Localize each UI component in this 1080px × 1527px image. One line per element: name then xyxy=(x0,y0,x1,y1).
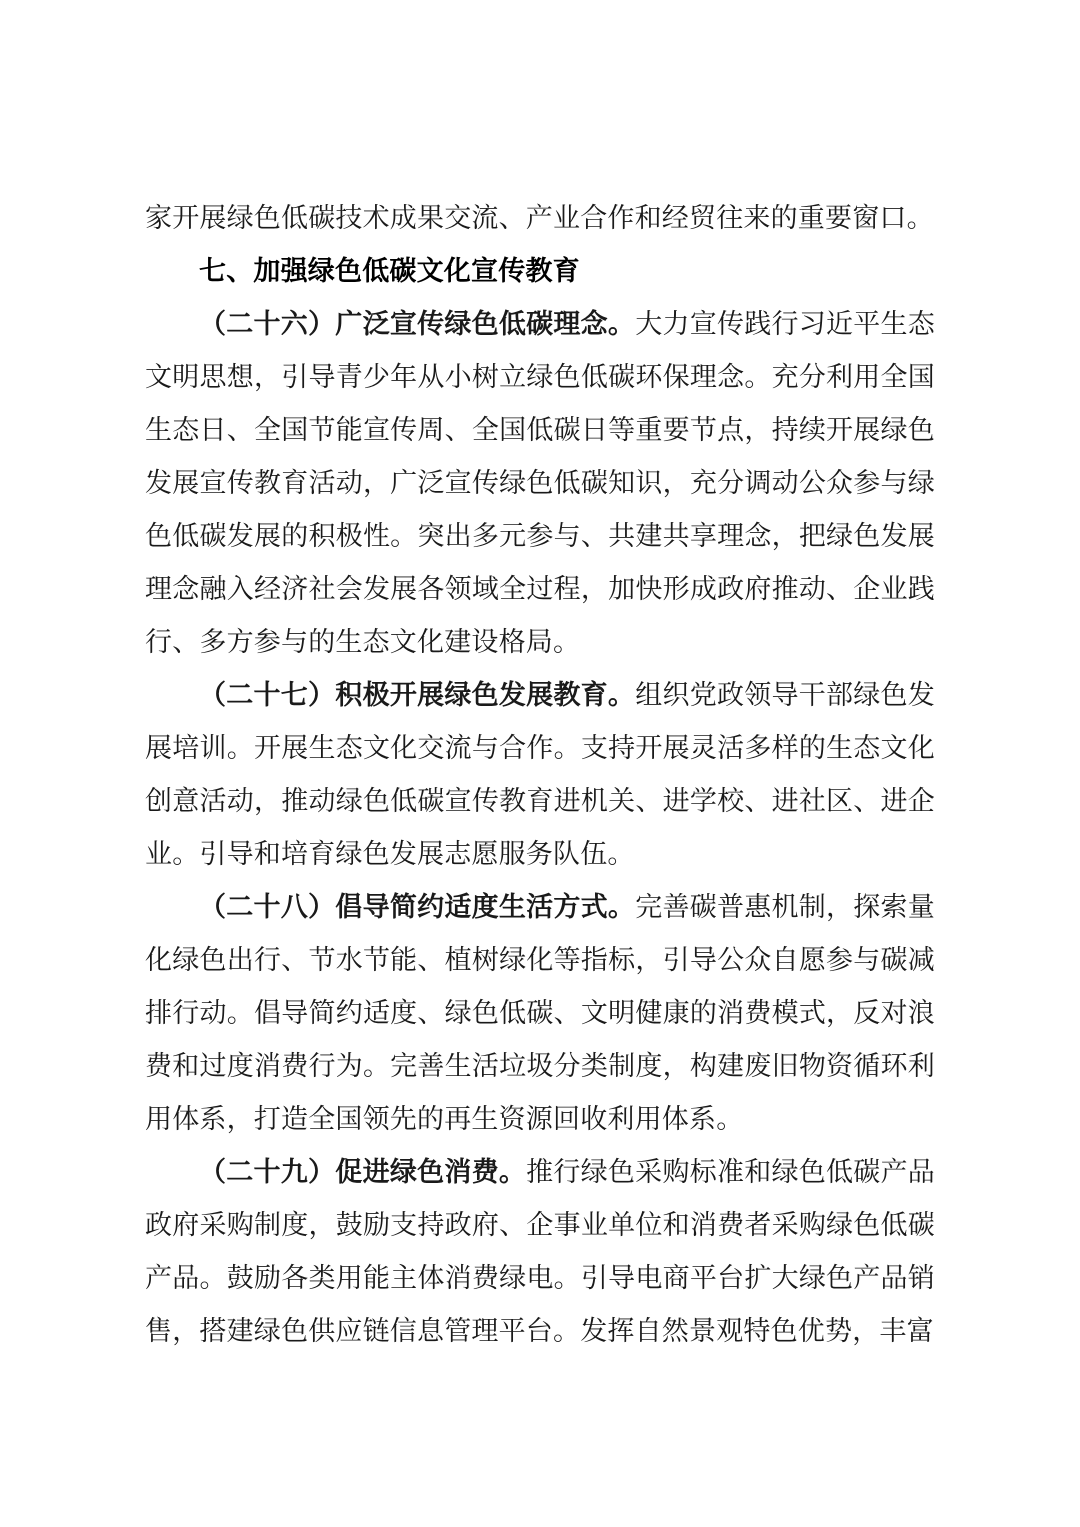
paragraph-lead-text: （二十八）倡导简约适度生活方式。 xyxy=(199,892,636,922)
paragraph xyxy=(145,881,935,1146)
paragraph-body-text: 完善碳普惠机制，探索量化绿色出行、节水节能、植树绿化等指标，引导公众自愿参与碳减排行动。倡导简约适度、绿色低碳、文明健康的消费模式，反对浪费和过度消费行为。完善生活垃圾分类制度，构建废旧物资循环利用体系，打造全国领先的再生资源回收利用体系。 xyxy=(145,892,935,1134)
paragraph xyxy=(145,298,935,669)
document-text-block xyxy=(145,192,935,1358)
paragraph xyxy=(145,192,935,245)
paragraph-body-text: 推行绿色采购标准和绿色低碳产品政府采购制度，鼓励支持政府、企事业单位和消费者采购绿色低碳产品。鼓励各类用能主体消费绿电。引导电商平台扩大绿色产品销售，搭建绿色供应链信息管理平台。发挥自然景观特色优势，丰富 xyxy=(145,1157,935,1346)
paragraph xyxy=(145,1146,935,1358)
paragraph-lead-text: （二十六）广泛宣传绿色低碳理念。 xyxy=(199,309,636,339)
paragraph-lead-text: （二十九）促进绿色消费。 xyxy=(199,1157,527,1187)
section-heading-text: 七、加强绿色低碳文化宣传教育 xyxy=(199,256,580,286)
paragraph-body-text: 组织党政领导干部绿色发展培训。开展生态文化交流与合作。支持开展灵活多样的生态文化创意活动，推动绿色低碳宣传教育进机关、进学校、进社区、进企业。引导和培育绿色发展志愿服务队伍。 xyxy=(145,680,935,869)
paragraph-body-text: 家开展绿色低碳技术成果交流、产业合作和经贸往来的重要窗口。 xyxy=(145,203,934,233)
section-heading xyxy=(145,245,935,298)
paragraph-body-text: 大力宣传践行习近平生态文明思想，引导青少年从小树立绿色低碳环保理念。充分利用全国生态日、全国节能宣传周、全国低碳日等重要节点，持续开展绿色发展宣传教育活动，广泛宣传绿色低碳知识，充分调动公众参与绿色低碳发展的积极性。突出多元参与、共建共享理念，把绿色发展理念融入经济社会发展各领域全过程，加快形成政府推动、企业践行、多方参与的生态文化建设格局。 xyxy=(145,309,935,657)
paragraph xyxy=(145,669,935,881)
paragraph-lead-text: （二十七）积极开展绿色发展教育。 xyxy=(199,680,636,710)
